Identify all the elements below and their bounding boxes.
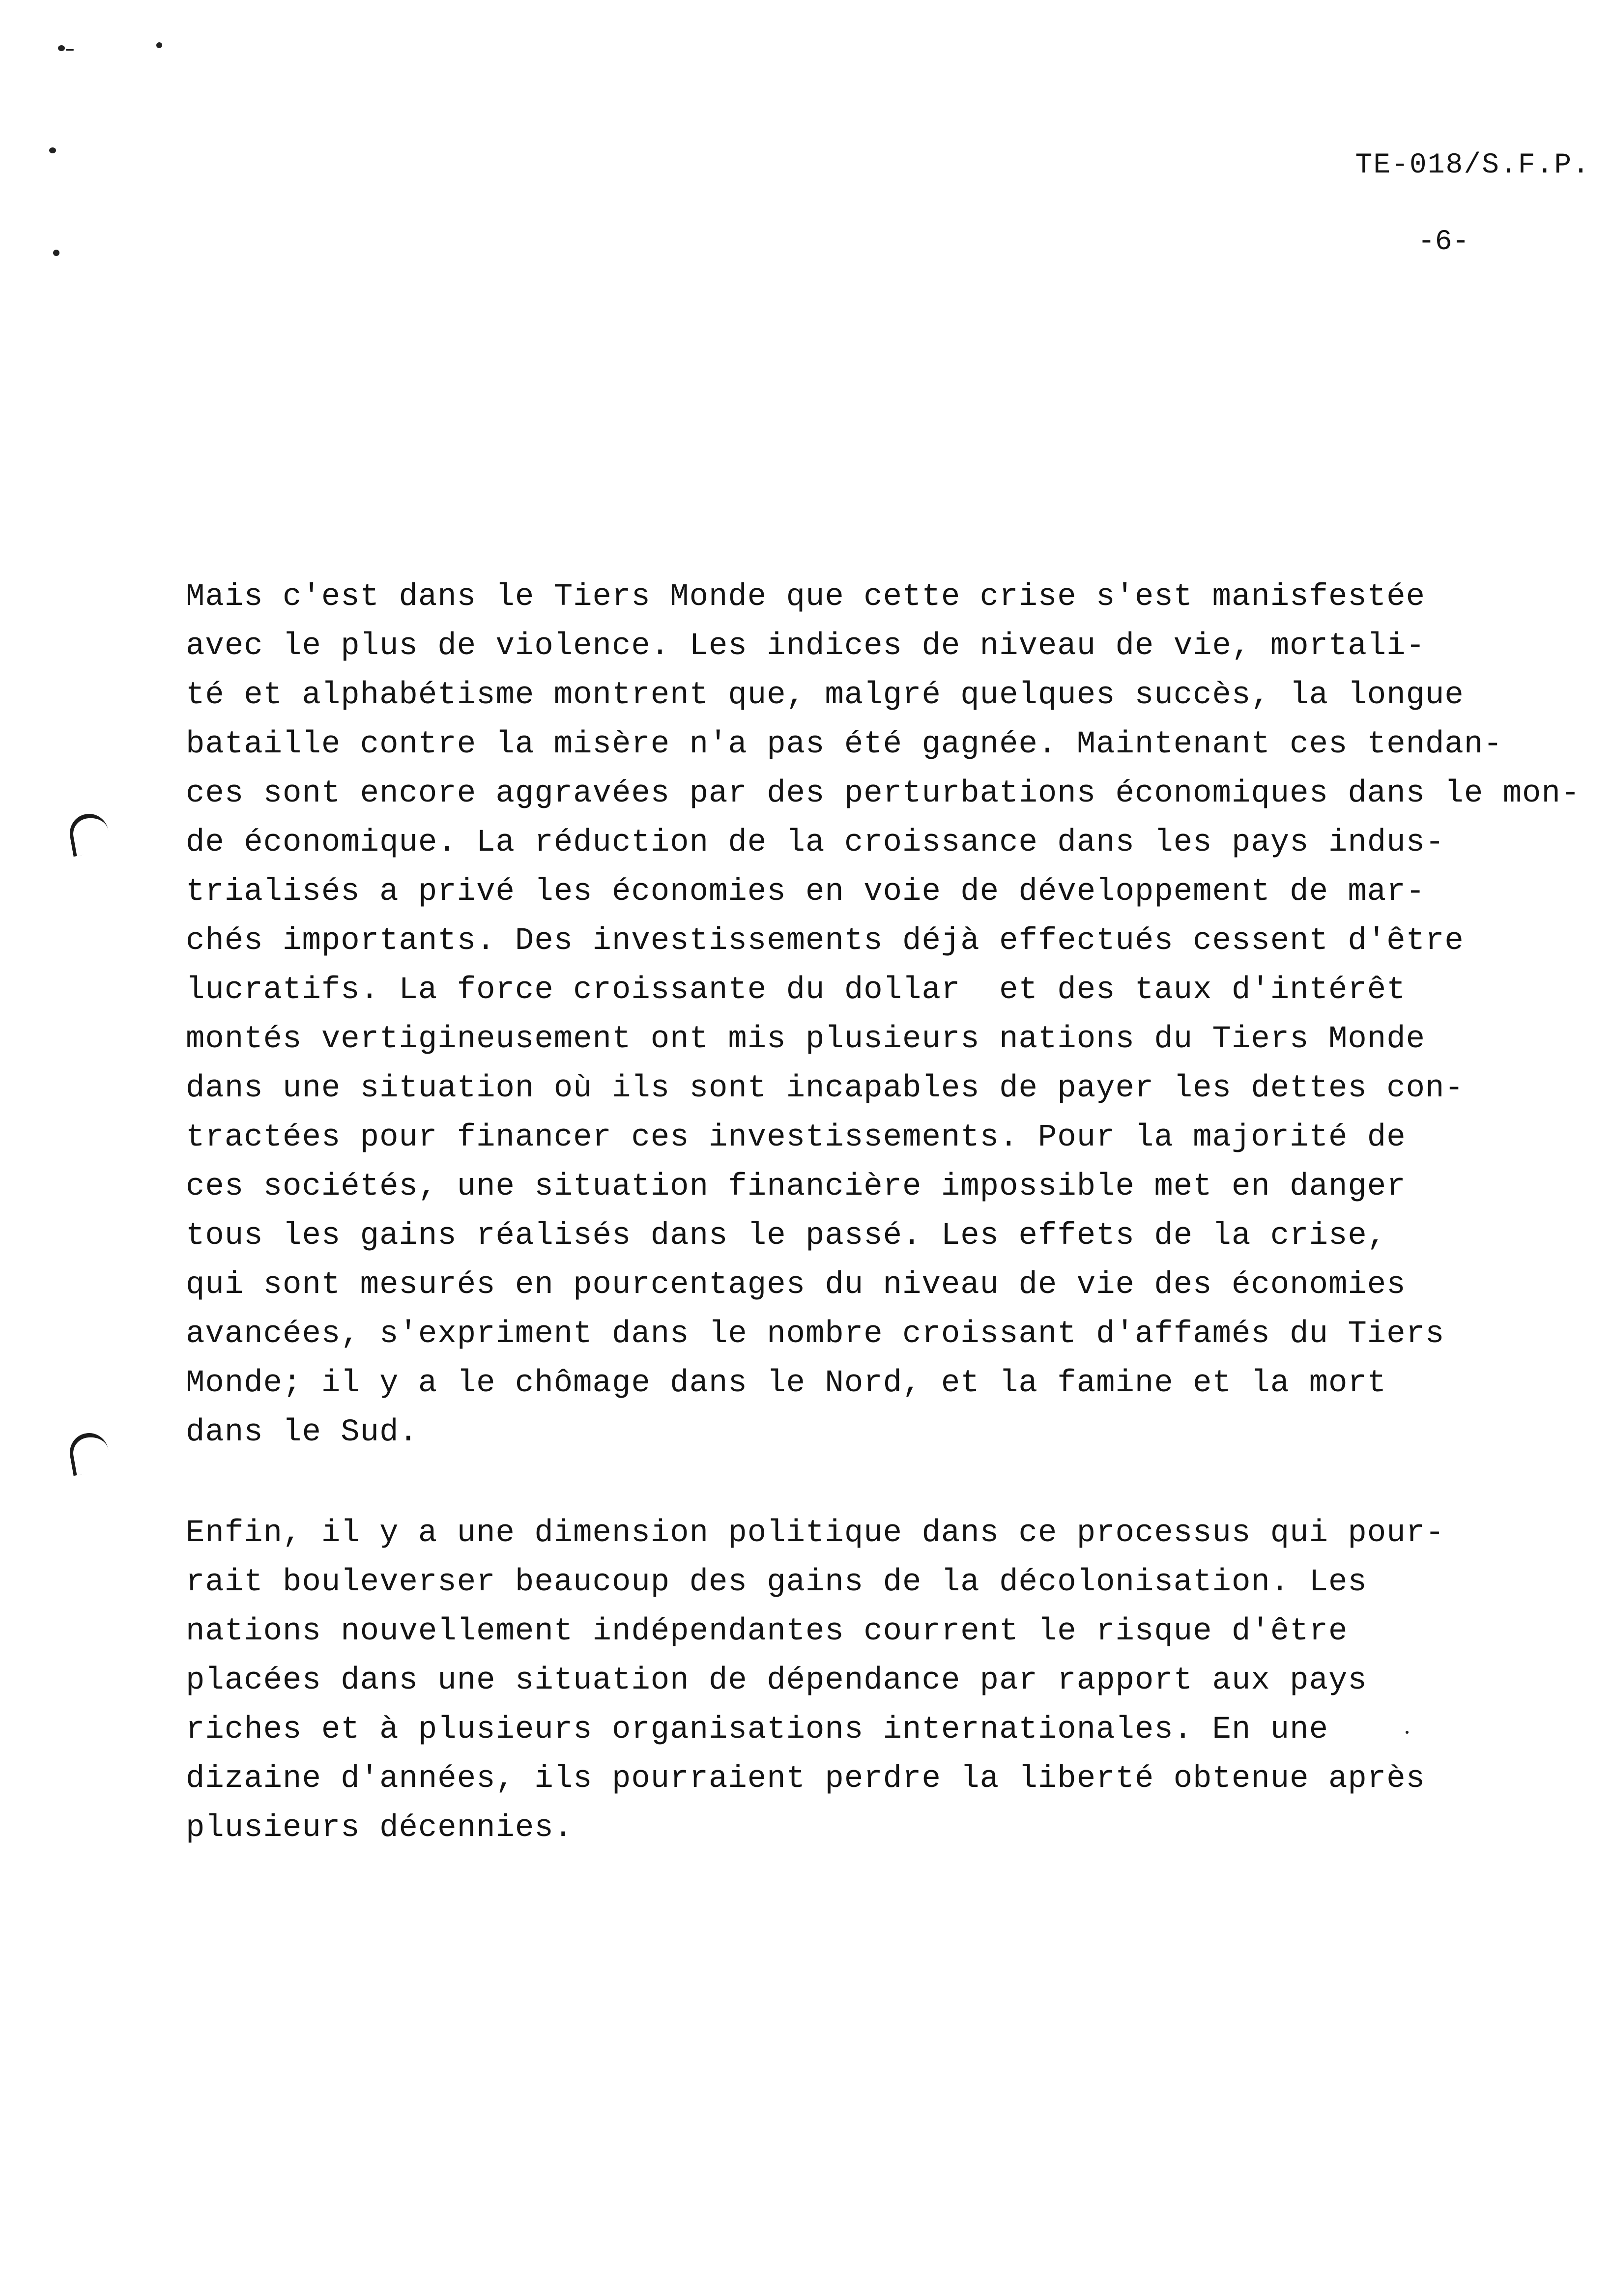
text-line: avec le plus de violence. Les indices de niveau de vie, mortali- — [186, 629, 1425, 664]
scan-speck — [66, 49, 74, 51]
document-reference: TE-018/S.F.P. — [1355, 149, 1590, 181]
text-line: plusieurs décennies. — [186, 1810, 574, 1846]
text-line: placées dans une situation de dépendance par rapport aux pays — [186, 1663, 1367, 1698]
paragraph-1 — [186, 573, 1581, 1457]
paragraph-2 — [186, 1509, 1552, 1853]
scan-speck — [53, 250, 59, 256]
text-line: qui sont mesurés en pourcentages du niveau de vie des économies — [186, 1267, 1406, 1303]
text-line: rait bouleverser beaucoup des gains de la décolonisation. Les — [186, 1565, 1367, 1600]
page-number: -6- — [1418, 226, 1469, 258]
text-line: chés importants. Des investissements déjà effectués cessent d'être — [186, 923, 1464, 959]
text-line: avancées, s'expriment dans le nombre croissant d'affamés du Tiers — [186, 1317, 1445, 1352]
scan-speck — [49, 147, 56, 153]
text-line: dans une situation où ils sont incapables de payer les dettes con- — [186, 1071, 1464, 1106]
scan-speck — [156, 42, 162, 48]
text-line: riches et à plusieurs organisations internationales. En une — [186, 1712, 1328, 1748]
text-line: tractées pour financer ces investissements. Pour la majorité de — [186, 1120, 1406, 1155]
text-line: nations nouvellement indépendantes courrent le risque d'être — [186, 1614, 1348, 1649]
text-line: trialisés a privé les économies en voie de développement de mar- — [186, 874, 1425, 910]
text-line: Monde; il y a le chômage dans le Nord, et la famine et la mort — [186, 1366, 1387, 1401]
text-line: Enfin, il y a une dimension politique dans ce processus qui pour- — [186, 1516, 1445, 1551]
text-line: Mais c'est dans le Tiers Monde que cette crise s'est manisfestée — [186, 579, 1425, 615]
scan-speck — [58, 45, 65, 51]
text-line: tous les gains réalisés dans le passé. Les effets de la crise, — [186, 1218, 1387, 1254]
text-line: dans le Sud. — [186, 1415, 418, 1450]
text-line: montés vertigineusement ont mis plusieurs nations du Tiers Monde — [186, 1022, 1425, 1057]
text-line: dizaine d'années, ils pourraient perdre la liberté obtenue après — [186, 1761, 1425, 1797]
text-line: té et alphabétisme montrent que, malgré quelques succès, la longue — [186, 678, 1464, 713]
text-line: bataille contre la misère n'a pas été gagnée. Maintenant ces tendan- — [186, 727, 1503, 762]
text-line: lucratifs. La force croissante du dollar et des taux d'intérêt — [186, 973, 1406, 1008]
punch-hole-mark — [67, 811, 112, 857]
punch-hole-mark — [67, 1430, 112, 1476]
text-line: de économique. La réduction de la croissance dans les pays indus- — [186, 825, 1445, 861]
text-line: ces sont encore aggravées par des perturbations économiques dans le mon- — [186, 776, 1581, 811]
text-line: ces sociétés, une situation financière impossible met en danger — [186, 1169, 1406, 1205]
